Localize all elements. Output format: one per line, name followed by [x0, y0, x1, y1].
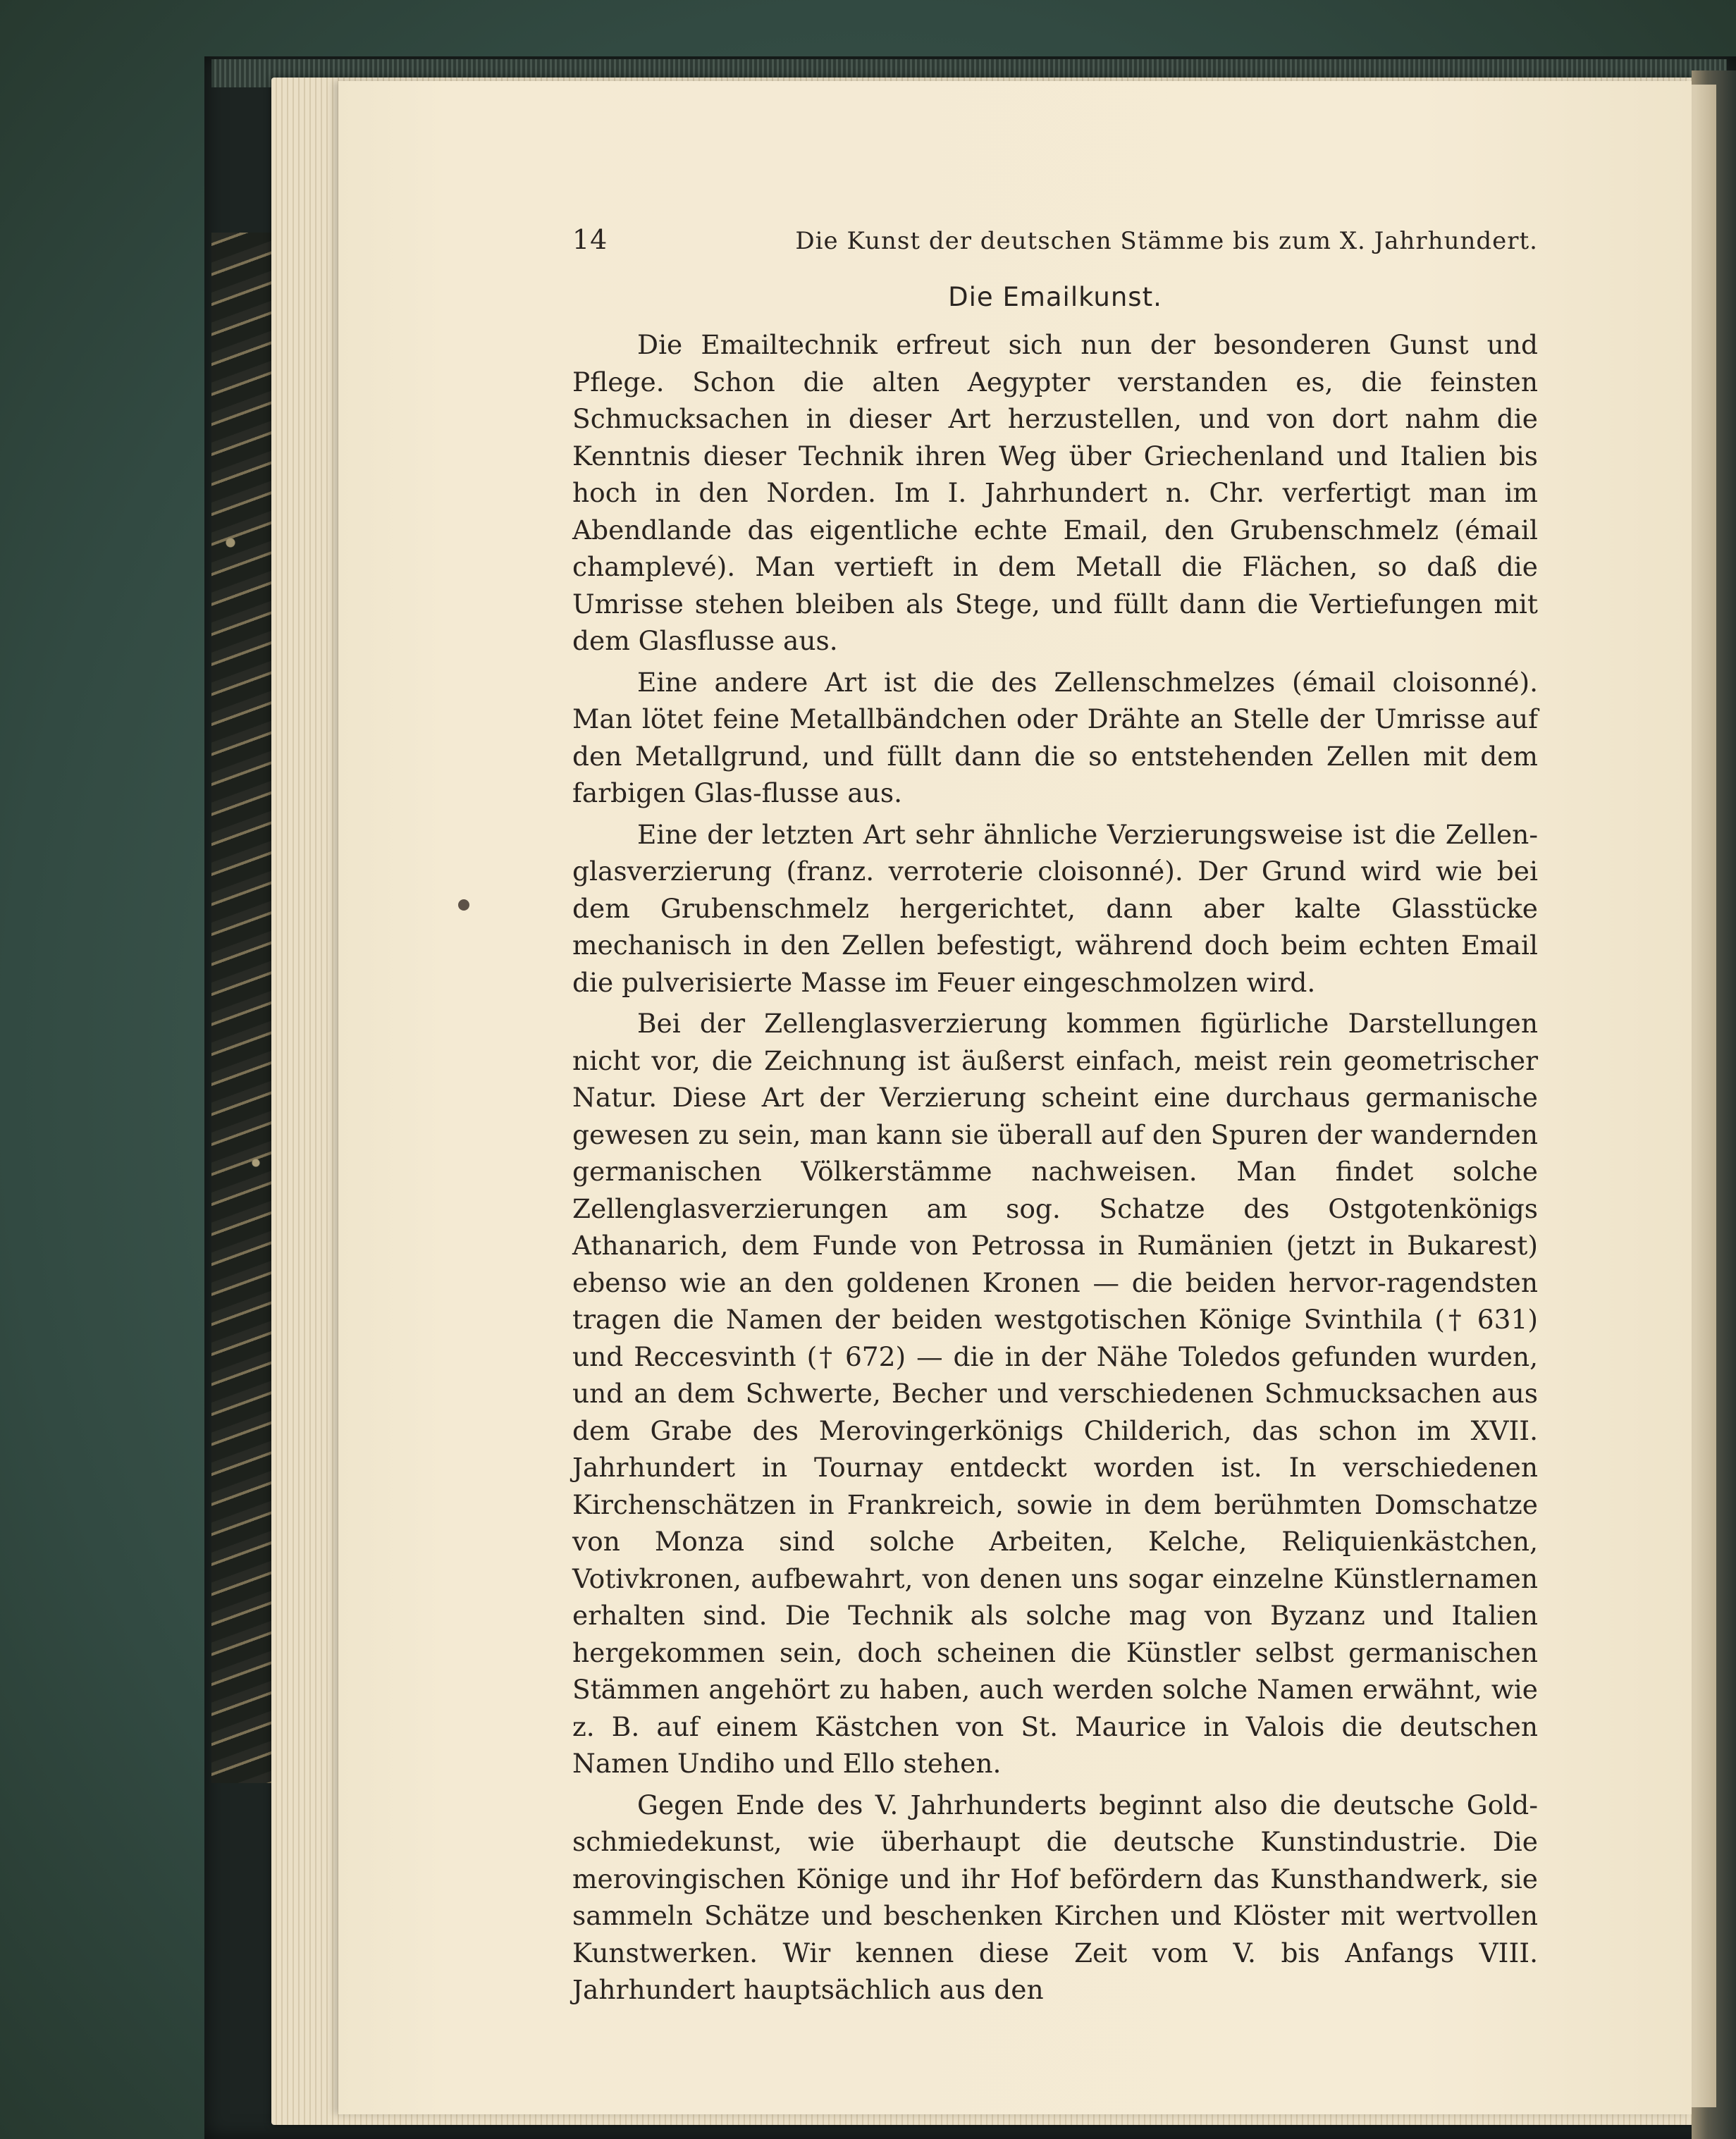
paragraph-4: Bei der Zellenglasverzierung kommen figürliche Darstellungen nicht vor, die Zeichnung ist äußerst einfach, meist rein geometrischer Natur. Diese Art der Verzierung scheint eine durchaus germanische gewesen zu sein, man kann sie überall auf den Spuren der wandernden germanischen Völkerstämme nachweisen. Man findet solche Zellenglasverzierungen am sog. Schatze des Ostgotenkönigs Athanarich, dem Funde von Petrossa in Rumänien (jetzt in Bukarest) ebenso wie an den goldenen Kronen — die beiden hervor-ragendsten tragen die Namen der beiden westgotischen Könige Svinthila († 631) und Reccesvinth († 672) — die in der Nähe Toledos gefunden wurden, und an dem Schwerte, Becher und verschiedenen Schmucksachen aus dem Grabe des Merovingerkönigs Childerich, das schon im XVII. Jahrhundert in Tournay entdeckt worden ist. In verschiedenen Kirchenschätzen in Frankreich, sowie in dem berühmten Domschatze von Monza sind solche Arbeiten, Kelche, Reliquienkästchen, Votivkronen, aufbewahrt, von denen uns sogar einzelne Künstlernamen erhalten sind. Die Technik als solche mag von Byzanz und Italien hergekommen sein, doch scheinen die Künstler selbst germanischen Stämmen angehört zu haben, auch werden solche Namen erwähnt, wie z. B. auf einem Kästchen von St. Maurice in Valois die deutschen Namen Undiho und Ello stehen. [572, 1008, 1538, 1779]
body-text [572, 326, 1538, 2009]
page-number: 14 [572, 224, 608, 255]
paragraph-5: Gegen Ende des V. Jahrhunderts beginnt also die deutsche Gold-schmiedekunst, wie überhaupt die deutsche Kunstindustrie. Die merovingischen Könige und ihr Hof befördern das Kunsthandwerk, sie sammeln Schätze und beschenken Kirchen und Klöster mit wertvollen Kunstwerken. Wir kennen diese Zeit vom V. bis Anfangs VIII. Jahrhundert hauptsächlich aus den [572, 1789, 1538, 2005]
paragraph-2: Eine andere Art ist die des Zellenschmelzes (émail cloisonné). Man lötet feine Metallbändchen oder Drähte an Stelle der Umrisse auf den Metallgrund, und füllt dann die so entstehenden Zellen mit dem farbigen Glas-flusse aus. [572, 666, 1538, 808]
running-header [572, 224, 1538, 255]
paragraph-3: Eine der letzten Art sehr ähnliche Verzierungsweise ist die Zellen-glasverzierung (franz. verroterie cloisonné). Der Grund wird wie bei dem Grubenschmelz hergerichtet, dann aber kalte Glasstücke mechanisch in den Zellen befestigt, während doch beim echten Email die pulverisierte Masse im Feuer eingeschmolzen wird. [572, 818, 1538, 998]
page-content [572, 224, 1538, 2009]
facing-page-edge [1688, 85, 1716, 2107]
section-title: Die Emailkunst. [948, 282, 1162, 312]
running-head-text: Die Kunst der deutschen Stämme bis zum X. Jahrhundert. [795, 227, 1538, 255]
marbled-endpaper [211, 233, 275, 1783]
page-spot-mark [458, 899, 469, 911]
paragraph-1: Die Emailtechnik erfreut sich nun der besonderen Gunst und Pflege. Schon die alten Aegypter verstanden es, die feinsten Schmucksachen in dieser Art herzustellen, und von dort nahm die Kenntnis dieser Technik ihren Weg über Griechenland und Italien bis hoch in den Norden. Im I. Jahrhundert n. Chr. verfertigt man im Abendlande das eigentliche echte Email, den Grubenschmelz (émail champlevé). Man vertieft in dem Metall die Flächen, so daß die Umrisse stehen bleiben als Stege, und füllt dann die Vertiefungen mit dem Glasflusse aus. [572, 329, 1538, 656]
